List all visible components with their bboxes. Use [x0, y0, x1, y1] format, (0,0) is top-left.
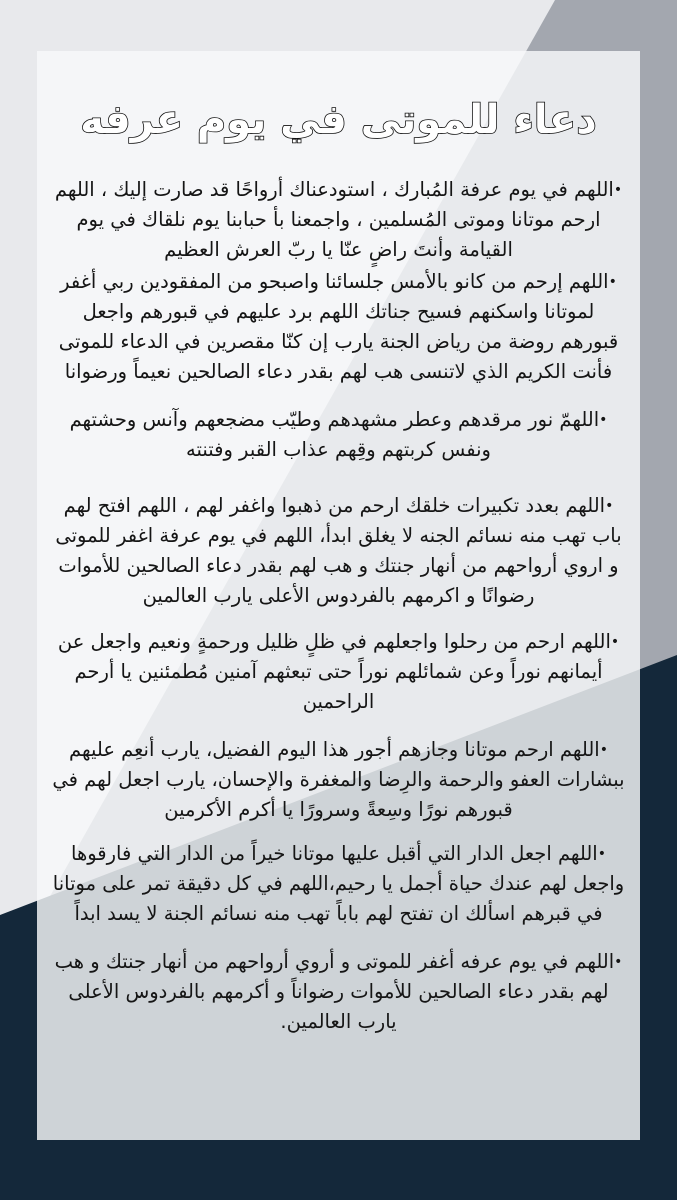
dua-paragraph-7 — [51, 839, 626, 929]
bullet-icon: • — [605, 498, 614, 514]
bullet-icon: • — [608, 274, 617, 290]
dua-card — [37, 51, 640, 1140]
bullet-icon: • — [610, 634, 620, 650]
dua-paragraph-2 — [51, 267, 626, 387]
dua-text: اللهم اجعل الدار التي أقبل عليها موتانا خيراً من الدار التي فارقوها واجعل لهم عندك حياة أجمل يا رحيم،اللهم في كل دقيقة تمر على موتانا في قبرهم اسألك ان تفتح لهم باباً تهب منه نسائم الجنة لا يسد ابداً — [52, 842, 625, 925]
dua-text: اللهم ارحم من رحلوا واجعلهم في ظلٍ ظليل ورحمةٍ ونعيم واجعل عن أيمانهم نوراً وعن شمائلهم نوراً حتى تبعثهم آمنين مُطمئنين يا أرحم الراحمين — [57, 630, 611, 713]
bullet-icon: • — [613, 182, 623, 198]
dua-paragraph-6 — [51, 735, 626, 825]
dua-paragraph-1 — [51, 175, 626, 265]
dua-text: اللهم بعدد تكبيرات خلقك ارحم من ذهبوا واغفر لهم ، اللهم افتح لهم باب تهب منه نسائم الجنه لا يغلق ابدأ، اللهم في يوم عرفة اغفر للموتى و اروي أرواحهم من أنهار جنتك و هب لهم بقدر دعاء الصالحين للأموات رضوانًا و اكرمهم بالفردوس الأعلى يارب العالمين — [55, 494, 622, 607]
dua-paragraph-4 — [51, 491, 626, 611]
dua-paragraph-8 — [51, 947, 626, 1037]
dua-paragraph-3 — [51, 405, 626, 465]
dua-paragraph-5 — [51, 627, 626, 717]
dua-text: اللهمّ نور مرقدهم وعطر مشهدهم وطيّب مضجعهم وآنس وحشتهم ونفس كربتهم وقِهم عذاب القبر وفتنته — [69, 408, 600, 461]
bullet-icon: • — [599, 742, 608, 758]
page-title: دعاء للموتى في يوم عرفه — [80, 97, 597, 143]
dua-text: اللهم إرحم من كانو بالأمس جلسائنا واصبحو من المفقودين ربي أغفر لموتانا واسكنهم فسيح جناتك اللهم برد عليهم في قبورهم واجعل قبورهم روضة من رياض الجنة يارب إن كنّا مقصرين في الدعاء للموتى فأنت الكريم الذي لاتنسى هب لهم بقدر دعاء الصالحين نعيماً ورضوانا — [58, 270, 619, 383]
bullet-icon: • — [599, 412, 608, 428]
dua-text: اللهم ارحم موتانا وجازهم أجور هذا اليوم الفضيل، يارب أنعِم عليهم ببشارات العفو والرحمة والرِضا والمغفرة والإحسان، يارب اجعل لهم في قبورهم نورًا وسِعةً وسرورًا يا أكرم الأكرمين — [52, 738, 625, 821]
dua-text: اللهم في يوم عرفة المُبارك ، استودعناك أرواحًا قد صارت إليك ، اللهم ارحم موتانا وموتى المُسلمين ، واجمعنا بأ حبابنا يوم نلقاك في يوم القيامة وأنتَ راضٍ عنّا يا ربّ العرش العظيم — [54, 178, 614, 261]
dua-text: اللهم في يوم عرفه أغفر للموتى و أروي أرواحهم من أنهار جنتك و هب لهم بقدر دعاء الصالحين للأموات رضواناً و أكرمهم بالفردوس الأعلى يارب العالمين. — [54, 950, 615, 1033]
bullet-icon: • — [597, 846, 606, 862]
bullet-icon: • — [614, 954, 623, 970]
